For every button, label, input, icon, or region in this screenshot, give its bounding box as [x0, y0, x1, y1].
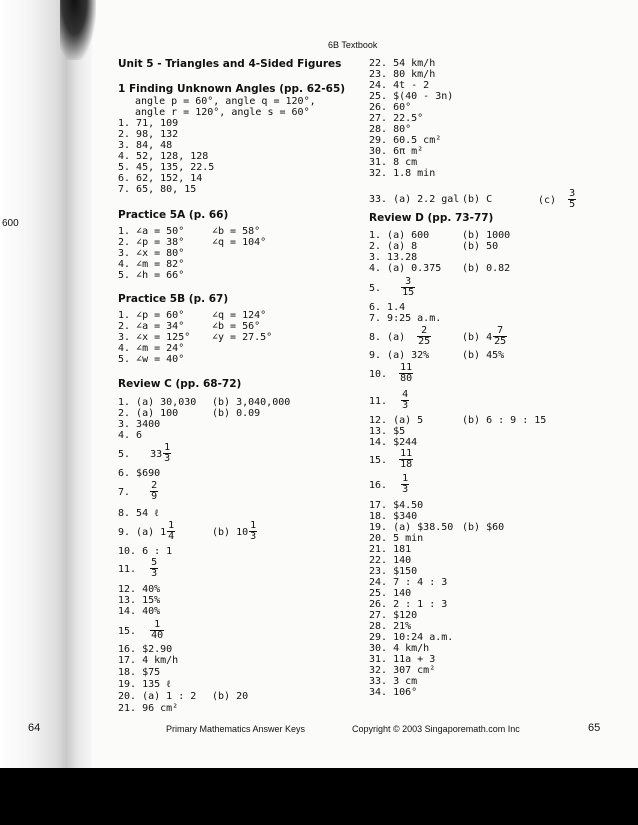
answer-list	[369, 533, 453, 698]
answer-item: 34. 106°	[369, 687, 418, 698]
answer-line: angle r = 120°, angle s = 60°	[135, 107, 310, 118]
answer-item: (b) 45%	[462, 350, 505, 361]
answer-item: 33. (a) 2.2 gal	[369, 194, 460, 205]
fraction: $\frac{3}{5}$	[569, 188, 576, 210]
answer-item: 6. 62, 152, 14	[118, 173, 203, 184]
answer-item: 22. 140	[369, 555, 412, 566]
answer-item: 1. (a) 30,030	[118, 397, 197, 408]
answer-item: 5. 33 $\frac{1}{3}$	[118, 442, 171, 464]
answer-item: (b) 6 : 9 : 15	[462, 415, 547, 426]
answer-item: ∠b = 58°	[212, 226, 261, 237]
answer-item: 3. 84, 48	[118, 140, 173, 151]
answer-item: 20. (a) 1 : 2	[118, 691, 197, 702]
fraction: $\frac{5}{3}$	[151, 557, 158, 579]
answer-item: 23. 80 km/h	[369, 69, 436, 80]
answer-item: 29. 60.5 cm²	[369, 135, 442, 146]
answer-item: 31. 11a + 3	[369, 654, 436, 665]
answer-item: 24. 4t - 2	[369, 80, 430, 91]
book-binding	[0, 0, 92, 768]
answer-item: 15. $\frac{1}{40}$	[118, 619, 164, 641]
margin-number: 600	[2, 218, 19, 229]
answer-item: 12. (a) 5	[369, 415, 424, 426]
section-heading: Review D (pp. 73-77)	[369, 212, 494, 224]
answer-item: 7. 9:25 a.m.	[369, 313, 442, 324]
fraction: $\frac{1}{3}$	[164, 442, 171, 464]
answer-item: 13. $5	[369, 426, 406, 437]
answer-item: 14. 40%	[118, 606, 161, 617]
answer-item: 7. $\frac{2}{9}$	[118, 480, 158, 502]
answer-list	[118, 118, 214, 195]
footer-copyright: Copyright © 2003 Singaporemath.com Inc	[352, 724, 520, 734]
answer-item: 29. 10:24 a.m.	[369, 632, 454, 643]
answer-item: (b) 0.82	[462, 263, 511, 274]
fraction: $\frac{1}{40}$	[151, 619, 164, 641]
answer-item: 19. 135 ℓ	[118, 679, 171, 690]
answer-item: 4. (a) 0.375	[369, 263, 442, 274]
answer-item: ∠q = 104°	[212, 237, 267, 248]
answer-item: 12. 40%	[118, 584, 161, 595]
answer-item: 26. 60°	[369, 102, 412, 113]
answer-item: 8. (a) $\frac{2}{25}$	[369, 325, 431, 347]
answer-item: (b) 1000	[462, 230, 511, 241]
answer-item: 24. 7 : 4 : 3	[369, 577, 448, 588]
answer-item: 17. 4 km/h	[118, 655, 179, 666]
answer-item: (b) 50	[462, 241, 499, 252]
answer-item: 1. ∠p = 60°	[118, 310, 185, 321]
answer-item: ∠b = 56°	[212, 321, 261, 332]
fraction: $\frac{1}{3}$	[250, 520, 257, 542]
answer-item: 10. $\frac{11}{80}$	[369, 362, 413, 384]
answer-item: 30. 6π m²	[369, 146, 424, 157]
answer-item: ∠y = 27.5°	[212, 332, 273, 343]
answer-item: (b) 3,040,000	[212, 397, 291, 408]
answer-item: (b) C	[462, 194, 493, 205]
answer-item: (b) $60	[462, 522, 505, 533]
answer-item: 32. 1.8 min	[369, 168, 436, 179]
answer-item: 6. 1.4	[369, 302, 406, 313]
answer-item: 15. $\frac{11}{18}$	[369, 448, 413, 470]
answer-item: 27. $120	[369, 610, 418, 621]
unit-title: Unit 5 - Triangles and 4-Sided Figures	[118, 58, 342, 70]
answer-item: (b) 4 $\frac{7}{25}$	[462, 325, 507, 347]
answer-item: 3. 13.28	[369, 252, 418, 263]
answer-item: ∠q = 124°	[212, 310, 267, 321]
answer-item: 16. $2.90	[118, 644, 173, 655]
answer-item: 11. $\frac{4}{3}$	[369, 389, 409, 411]
answer-item: 5. 45, 135, 22.5	[118, 162, 215, 173]
fraction: $\frac{1}{3}$	[402, 473, 409, 495]
answer-item: 4. ∠m = 82°	[118, 259, 185, 270]
answer-item: 2. (a) 8	[369, 241, 418, 252]
answer-item: (b) 20	[212, 691, 249, 702]
answer-item: 9. (a) 1 $\frac{1}{4}$	[118, 520, 175, 542]
answer-item: 30. 4 km/h	[369, 643, 430, 654]
answer-item: 4. 6	[118, 430, 143, 441]
answer-item: 21. 181	[369, 544, 412, 555]
fraction: $\frac{1}{4}$	[168, 520, 175, 542]
answer-item: 4. 52, 128, 128	[118, 151, 209, 162]
fraction: $\frac{3}{15}$	[402, 276, 415, 298]
answer-item: 1. 71, 109	[118, 118, 179, 129]
answer-item: 28. 21%	[369, 621, 412, 632]
answer-item: 4. ∠m = 24°	[118, 343, 185, 354]
answer-item: 23. $150	[369, 566, 418, 577]
section-heading: Practice 5A (p. 66)	[118, 209, 229, 221]
answer-item: 22. 54 km/h	[369, 58, 436, 69]
answer-item: 5. ∠w = 40°	[118, 354, 185, 365]
answer-item: 31. 8 cm	[369, 157, 418, 168]
answer-list	[369, 58, 453, 179]
answer-item: 32. 307 cm²	[369, 665, 436, 676]
answer-item: 10. 6 : 1	[118, 546, 173, 557]
answer-item: 5. ∠h = 66°	[118, 270, 185, 281]
answer-item: 18. $340	[369, 511, 418, 522]
answer-item: 3. ∠x = 80°	[118, 248, 185, 259]
answer-item: 2. (a) 100	[118, 408, 179, 419]
answer-line: angle p = 60°, angle q = 120°,	[135, 96, 316, 107]
answer-item: 8. 54 ℓ	[118, 508, 159, 519]
fraction: $\frac{11}{80}$	[400, 362, 413, 384]
section-heading: Review C (pp. 68-72)	[118, 378, 242, 390]
binding-shadow	[60, 0, 96, 60]
section-heading: 1 Finding Unknown Angles (pp. 62-65)	[118, 83, 346, 95]
answer-item: 9. (a) 32%	[369, 350, 430, 361]
answer-item: 16. $\frac{1}{3}$	[369, 473, 409, 495]
answer-item: 17. $4.50	[369, 500, 424, 511]
answer-item: 3. ∠x = 125°	[118, 332, 191, 343]
answer-item: 2. 98, 132	[118, 129, 179, 140]
answer-item: 18. $75	[118, 667, 161, 678]
left-page-number: 64	[28, 722, 41, 734]
answer-item: 28. 80°	[369, 124, 412, 135]
answer-item: 2. ∠a = 34°	[118, 321, 185, 332]
answer-item: 5. $\frac{3}{15}$	[369, 276, 415, 298]
answer-item: (b) 10 $\frac{1}{3}$	[212, 520, 257, 542]
fraction: $\frac{4}{3}$	[402, 389, 409, 411]
fraction: $\frac{2}{9}$	[151, 480, 158, 502]
fraction: $\frac{7}{25}$	[494, 325, 507, 347]
fraction: $\frac{11}{18}$	[400, 448, 413, 470]
answer-item: 33. 3 cm	[369, 676, 418, 687]
answer-item: 25. 140	[369, 588, 412, 599]
answer-item: 6. $690	[118, 468, 161, 479]
answer-item: (c) $\frac{3}{5}$	[538, 188, 576, 210]
right-page-number: 65	[588, 722, 601, 734]
answer-item: 25. $(40 - 3n)	[369, 91, 454, 102]
answer-item: 26. 2 : 1 : 3	[369, 599, 448, 610]
answer-item: 2. ∠p = 38°	[118, 237, 185, 248]
running-header: 6B Textbook	[328, 40, 378, 50]
answer-item: 19. (a) $38.50	[369, 522, 454, 533]
section-heading: Practice 5B (p. 67)	[118, 293, 229, 305]
answer-item: 20. 5 min	[369, 533, 424, 544]
footer-title: Primary Mathematics Answer Keys	[166, 724, 306, 734]
answer-item: 1. ∠a = 50°	[118, 226, 185, 237]
answer-item: 7. 65, 80, 15	[118, 184, 197, 195]
answer-item: 1. (a) 600	[369, 230, 430, 241]
answer-item: 13. 15%	[118, 595, 161, 606]
answer-item: (b) 0.09	[212, 408, 261, 419]
answer-item: 14. $244	[369, 437, 418, 448]
fraction: $\frac{2}{25}$	[418, 325, 431, 347]
answer-item: 21. 96 cm²	[118, 703, 179, 714]
answer-item: 11. $\frac{5}{3}$	[118, 557, 158, 579]
answer-item: 3. 3400	[118, 419, 161, 430]
answer-item: 27. 22.5°	[369, 113, 424, 124]
